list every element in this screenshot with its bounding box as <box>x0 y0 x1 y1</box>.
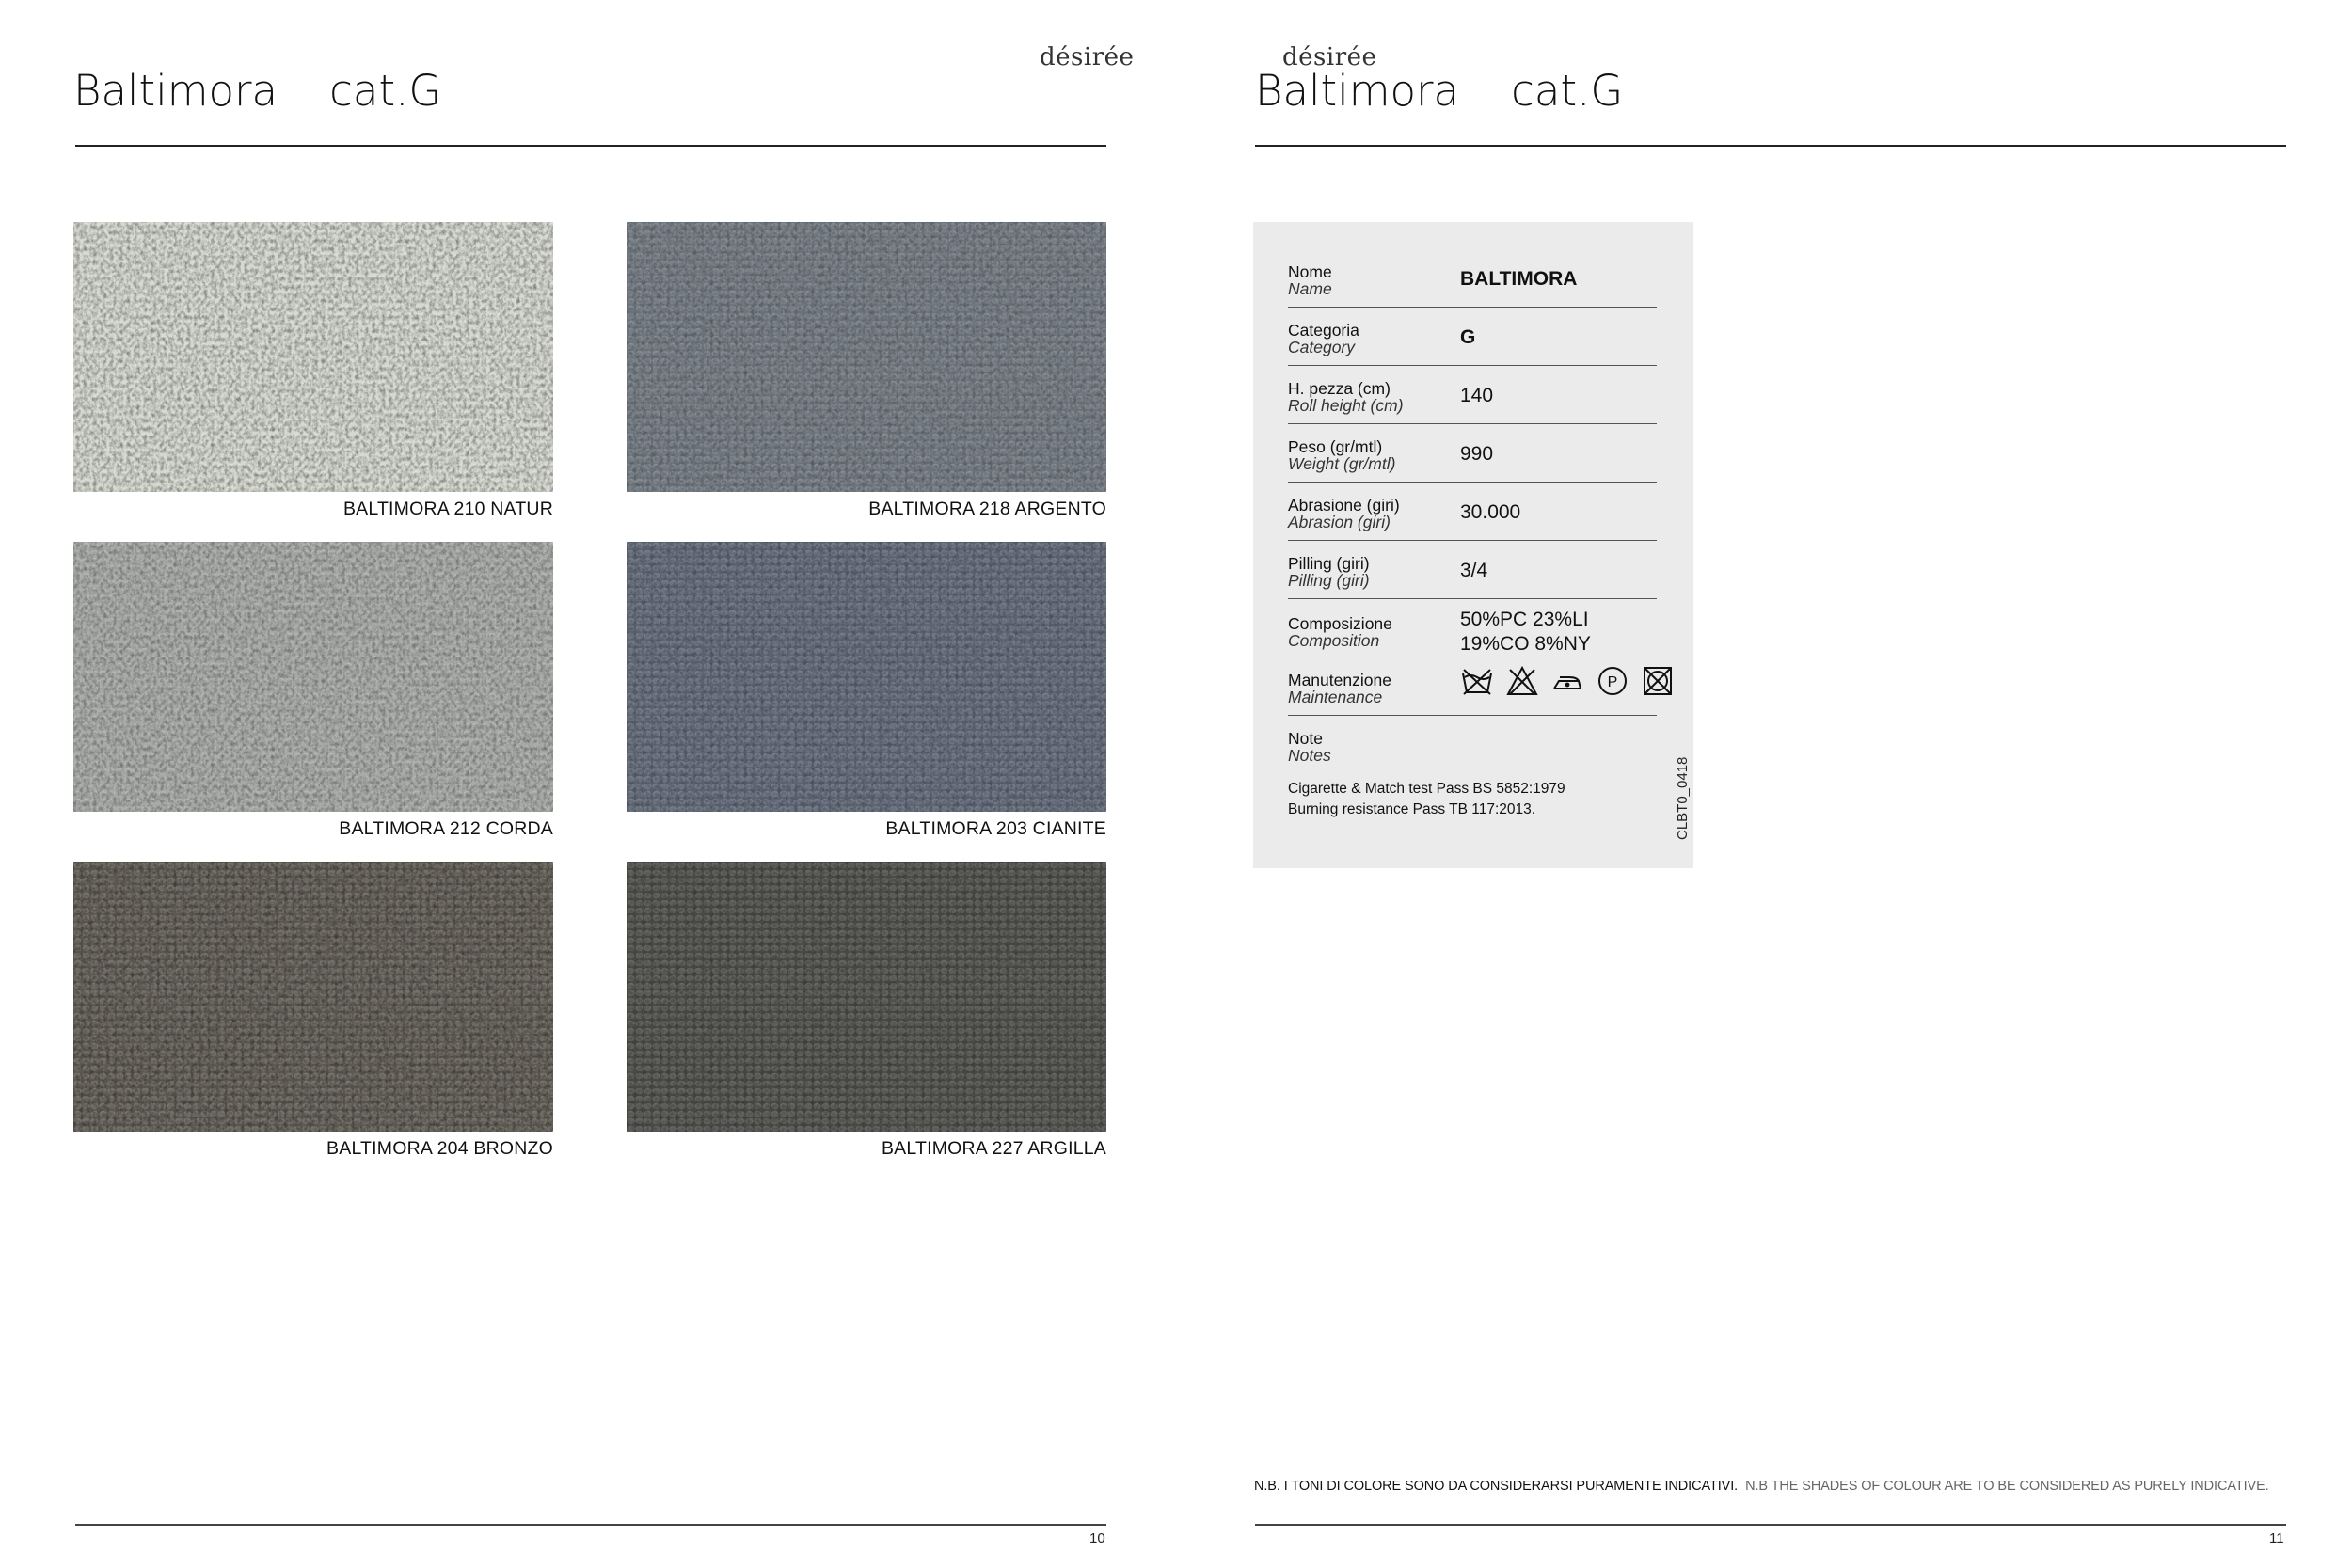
spec-label-en: Composition <box>1288 631 1380 650</box>
notes-text <box>1288 779 1565 820</box>
composition-line: 50%PC 23%LI <box>1460 609 1589 630</box>
swatch-caption: BALTIMORA 204 BRONZO <box>326 1138 553 1159</box>
spec-label-en: Notes <box>1288 746 1331 765</box>
swatch-caption: BALTIMORA 210 NATUR <box>342 499 553 519</box>
product-code: CLBT0_0418 <box>1675 756 1691 840</box>
spec-value-name: BALTIMORA <box>1460 268 1578 290</box>
spec-label: Pilling (giri) <box>1288 554 1370 573</box>
spec-label: H. pezza (cm) <box>1288 379 1391 398</box>
swatch-caption: BALTIMORA 212 CORDA <box>339 818 553 839</box>
footer-divider <box>75 1524 1106 1526</box>
fabric-name: Baltimora <box>1255 66 1460 116</box>
fabric-category: cat.G <box>1511 66 1624 116</box>
spec-label: Abrasione (giri) <box>1288 496 1400 515</box>
page-number: 10 <box>1089 1530 1105 1546</box>
fabric-category: cat.G <box>329 66 442 116</box>
do-not-bleach-icon <box>1505 664 1539 698</box>
brand-logo: désirée <box>1040 43 1135 71</box>
spec-label: Nome <box>1288 262 1332 281</box>
spec-label-en: Maintenance <box>1288 688 1383 706</box>
swatch-caption: BALTIMORA 218 ARGENTO <box>868 499 1106 519</box>
swatch-caption: BALTIMORA 203 CIANITE <box>885 818 1106 839</box>
footer-divider <box>1255 1524 2286 1526</box>
spec-value-abrasion: 30.000 <box>1460 501 1521 523</box>
composition-line: 19%CO 8%NY <box>1460 633 1591 655</box>
spec-label: Manutenzione <box>1288 671 1391 689</box>
color-disclaimer <box>1254 1479 2269 1494</box>
page-title <box>73 66 441 116</box>
spec-label-en: Weight (gr/mtl) <box>1288 454 1396 473</box>
spec-card <box>1253 222 1693 868</box>
page-number: 11 <box>2269 1530 2284 1546</box>
notes-line: Cigarette & Match test Pass BS 5852:1979 <box>1288 781 1565 797</box>
disclaimer-english: N.B THE SHADES OF COLOUR ARE TO BE CONSIDERED AS PURELY INDICATIVE. <box>1745 1479 2269 1494</box>
spec-label: Peso (gr/mtl) <box>1288 437 1383 456</box>
header-divider <box>75 145 1106 147</box>
notes-line: Burning resistance Pass TB 117:2013. <box>1288 801 1536 817</box>
header-divider <box>1255 145 2286 147</box>
spec-row-weight <box>1288 438 1657 483</box>
do-not-tumble-dry-icon <box>1641 664 1675 698</box>
swatch-image-212-corda <box>73 542 553 812</box>
spec-label: Composizione <box>1288 614 1392 633</box>
spec-value-roll-height: 140 <box>1460 385 1494 406</box>
care-icons <box>1460 664 1675 698</box>
disclaimer-italian: N.B. I TONI DI COLORE SONO DA CONSIDERARSI PURAMENTE INDICATIVI. <box>1254 1479 1739 1494</box>
spec-row-roll-height <box>1288 380 1657 424</box>
swatch-image-203-cianite <box>627 542 1106 812</box>
spec-label: Categoria <box>1288 321 1359 340</box>
spec-row-name <box>1288 263 1657 308</box>
spec-row-abrasion <box>1288 497 1657 541</box>
spec-value-composition <box>1460 608 1591 657</box>
spec-label-en: Pilling (giri) <box>1288 571 1370 590</box>
right-page <box>1176 0 2352 1568</box>
spec-row-maintenance <box>1288 672 1657 716</box>
spec-row-category <box>1288 322 1657 366</box>
swatch-image-204-bronzo <box>73 862 553 1132</box>
spec-value-weight: 990 <box>1460 443 1494 465</box>
spec-label: Note <box>1288 729 1323 748</box>
spec-value-pilling: 3/4 <box>1460 560 1488 581</box>
svg-text:P: P <box>1607 674 1618 690</box>
dry-clean-p-icon <box>1596 664 1629 698</box>
spec-label-en: Roll height (cm) <box>1288 396 1404 415</box>
spec-label-en: Category <box>1288 338 1356 356</box>
spec-row-composition <box>1288 609 1657 657</box>
spec-label-en: Name <box>1288 279 1332 298</box>
swatch-image-210-natur <box>73 222 553 492</box>
spec-row-pilling <box>1288 555 1657 599</box>
spec-value-category: G <box>1460 326 1476 348</box>
brand-logo: désirée <box>1282 43 1377 71</box>
swatch-caption: BALTIMORA 227 ARGILLA <box>881 1138 1106 1159</box>
spec-label-en: Abrasion (giri) <box>1288 513 1391 531</box>
fabric-name: Baltimora <box>73 66 278 116</box>
page-title <box>1255 66 1623 116</box>
swatch-image-218-argento <box>627 222 1106 492</box>
swatch-image-227-argilla <box>627 862 1106 1132</box>
spec-row-notes <box>1288 730 1331 764</box>
do-not-wash-icon <box>1460 664 1494 698</box>
iron-low-icon <box>1550 664 1584 698</box>
